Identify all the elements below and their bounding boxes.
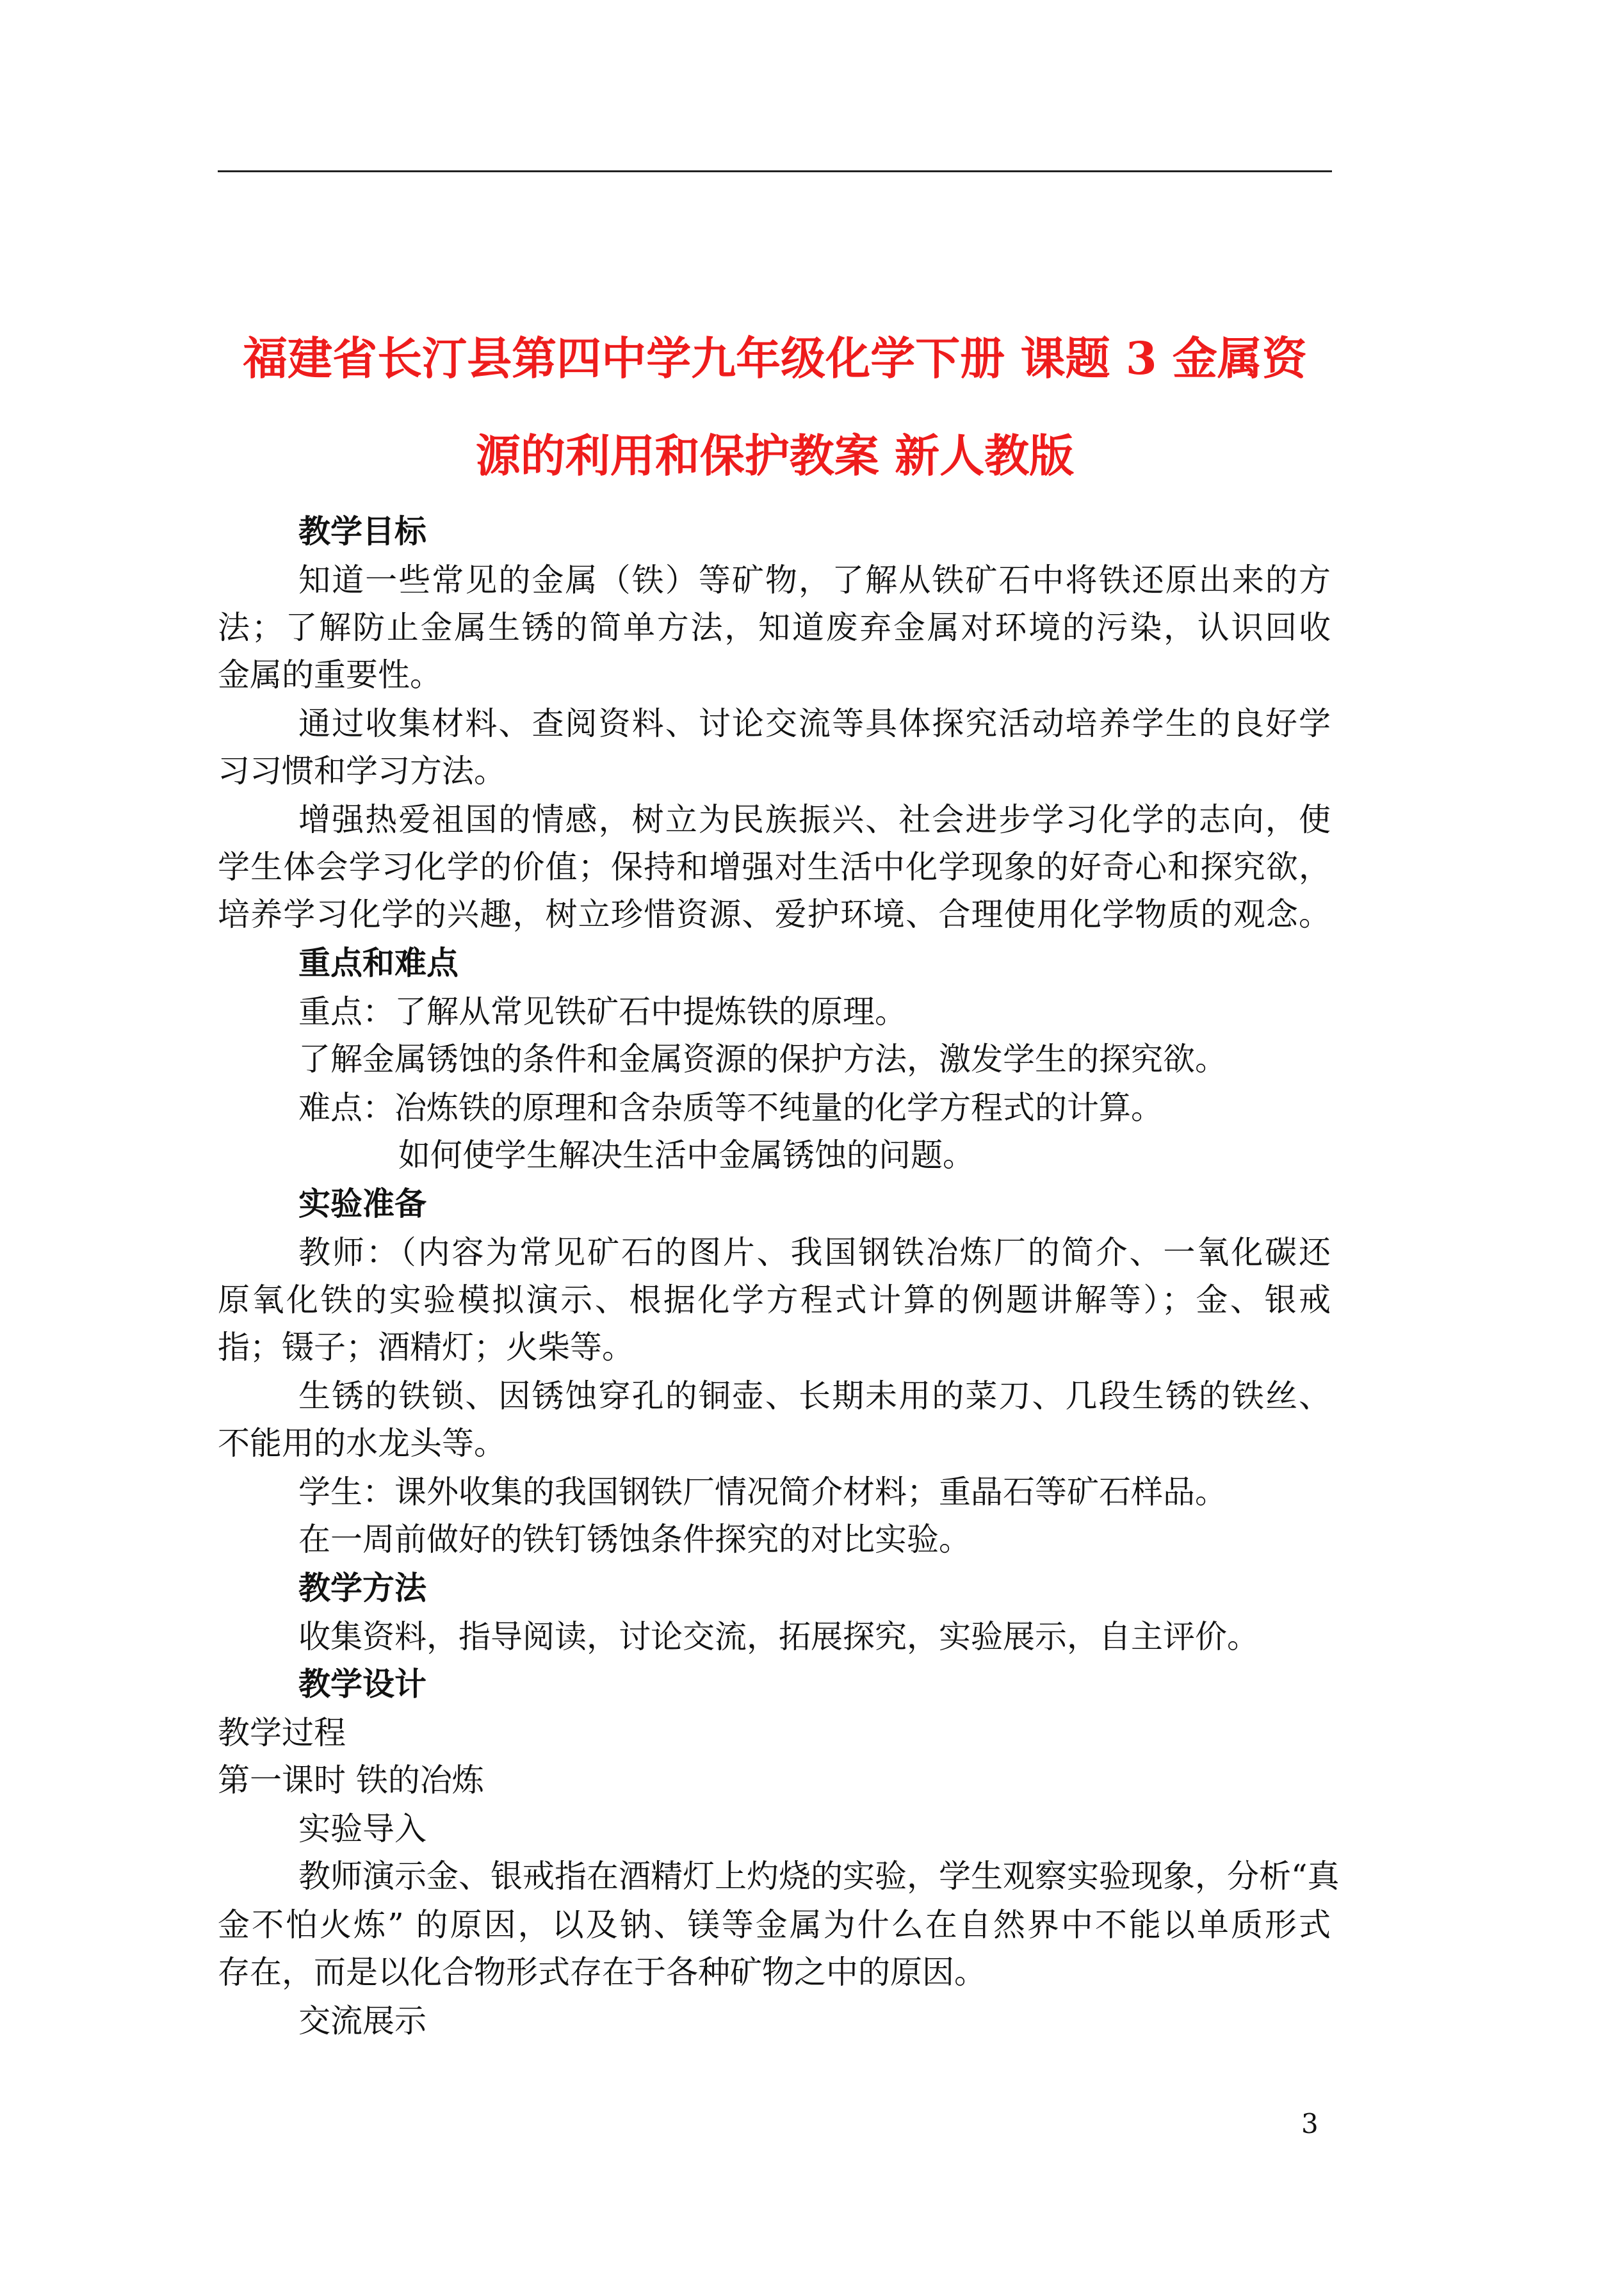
paragraph-line: 第一课时 铁的冶炼 [218,1762,484,1799]
heading-key-points: 重点和难点 [298,944,459,982]
paragraph-line: 金不怕火炼” 的原因，以及钠、镁等金属为什么在自然界中不能以单质形式 [218,1906,1331,1943]
paragraph-line: 如何使学生解决生活中金属锈蚀的问题。 [398,1137,975,1174]
paragraph-line: 生锈的铁锁、因锈蚀穿孔的铜壶、长期未用的菜刀、几段生锈的铁丝、 [298,1377,1331,1415]
heading-teaching-goals: 教学目标 [298,512,426,550]
paragraph-line: 原氧化铁的实验模拟演示、根据化学方程式计算的例题讲解等）；金、银戒 [218,1281,1331,1318]
heading-teaching-design: 教学设计 [298,1665,426,1703]
paragraph-line: 通过收集材料、查阅资料、讨论交流等具体探究活动培养学生的良好学 [298,705,1331,742]
paragraph-line: 知道一些常见的金属（铁）等矿物，了解从铁矿石中将铁还原出来的方 [298,562,1331,599]
paragraph-line: 学生体会学习化学的价值；保持和增强对生活中化学现象的好奇心和探究欲， [218,848,1331,886]
paragraph-line: 存在，而是以化合物形式存在于各种矿物之中的原因。 [218,1954,986,1991]
heading-experiment-prep: 实验准备 [298,1185,426,1222]
paragraph-line: 实验导入 [298,1810,426,1847]
paragraph-line: 收集资料，指导阅读，讨论交流，拓展探究，实验展示，自主评价。 [298,1618,1259,1655]
paragraph-line: 了解金属锈蚀的条件和金属资源的保护方法，激发学生的探究欲。 [298,1041,1227,1078]
paragraph-line: 在一周前做好的铁钉锈蚀条件探究的对比实验。 [298,1521,971,1558]
page-number: 3 [1301,2108,1319,2139]
paragraph-line: 重点：了解从常见铁矿石中提炼铁的原理。 [298,993,907,1030]
paragraph-line: 指；镊子；酒精灯；火柴等。 [218,1329,634,1366]
header-rule [218,170,1332,172]
paragraph-line: 学生：课外收集的我国钢铁厂情况简介材料；重晶石等矿石样品。 [298,1473,1227,1511]
paragraph-line: 不能用的水龙头等。 [218,1425,506,1462]
paragraph-line: 增强热爱祖国的情感，树立为民族振兴、社会进步学习化学的志向，使 [298,801,1331,838]
paragraph-line: 法；了解防止金属生锈的简单方法，知道废弃金属对环境的污染，认识回收 [218,609,1331,646]
paragraph-line: 金属的重要性。 [218,656,442,693]
paragraph-line: 培养学习化学的兴趣，树立珍惜资源、爱护环境、合理使用化学物质的观念。 [218,896,1331,933]
paragraph-line: 难点：冶炼铁的原理和含杂质等不纯量的化学方程式的计算。 [298,1089,1163,1126]
paragraph-line: 教学过程 [218,1714,346,1751]
heading-teaching-method: 教学方法 [298,1569,426,1607]
document-title-line-2: 源的利用和保护教案 新人教版 [475,429,1075,482]
paragraph-line: 教师：（内容为常见矿石的图片、我国钢铁冶炼厂的简介、一氧化碳还 [298,1234,1331,1271]
paragraph-line: 习习惯和学习方法。 [218,752,506,790]
paragraph-line: 交流展示 [298,2002,426,2040]
document-title-line-1: 福建省长汀县第四中学九年级化学下册 课题 3 金属资 [243,332,1307,385]
paragraph-line: 教师演示金、银戒指在酒精灯上灼烧的实验，学生观察实验现象，分析“真 [298,1858,1340,1895]
